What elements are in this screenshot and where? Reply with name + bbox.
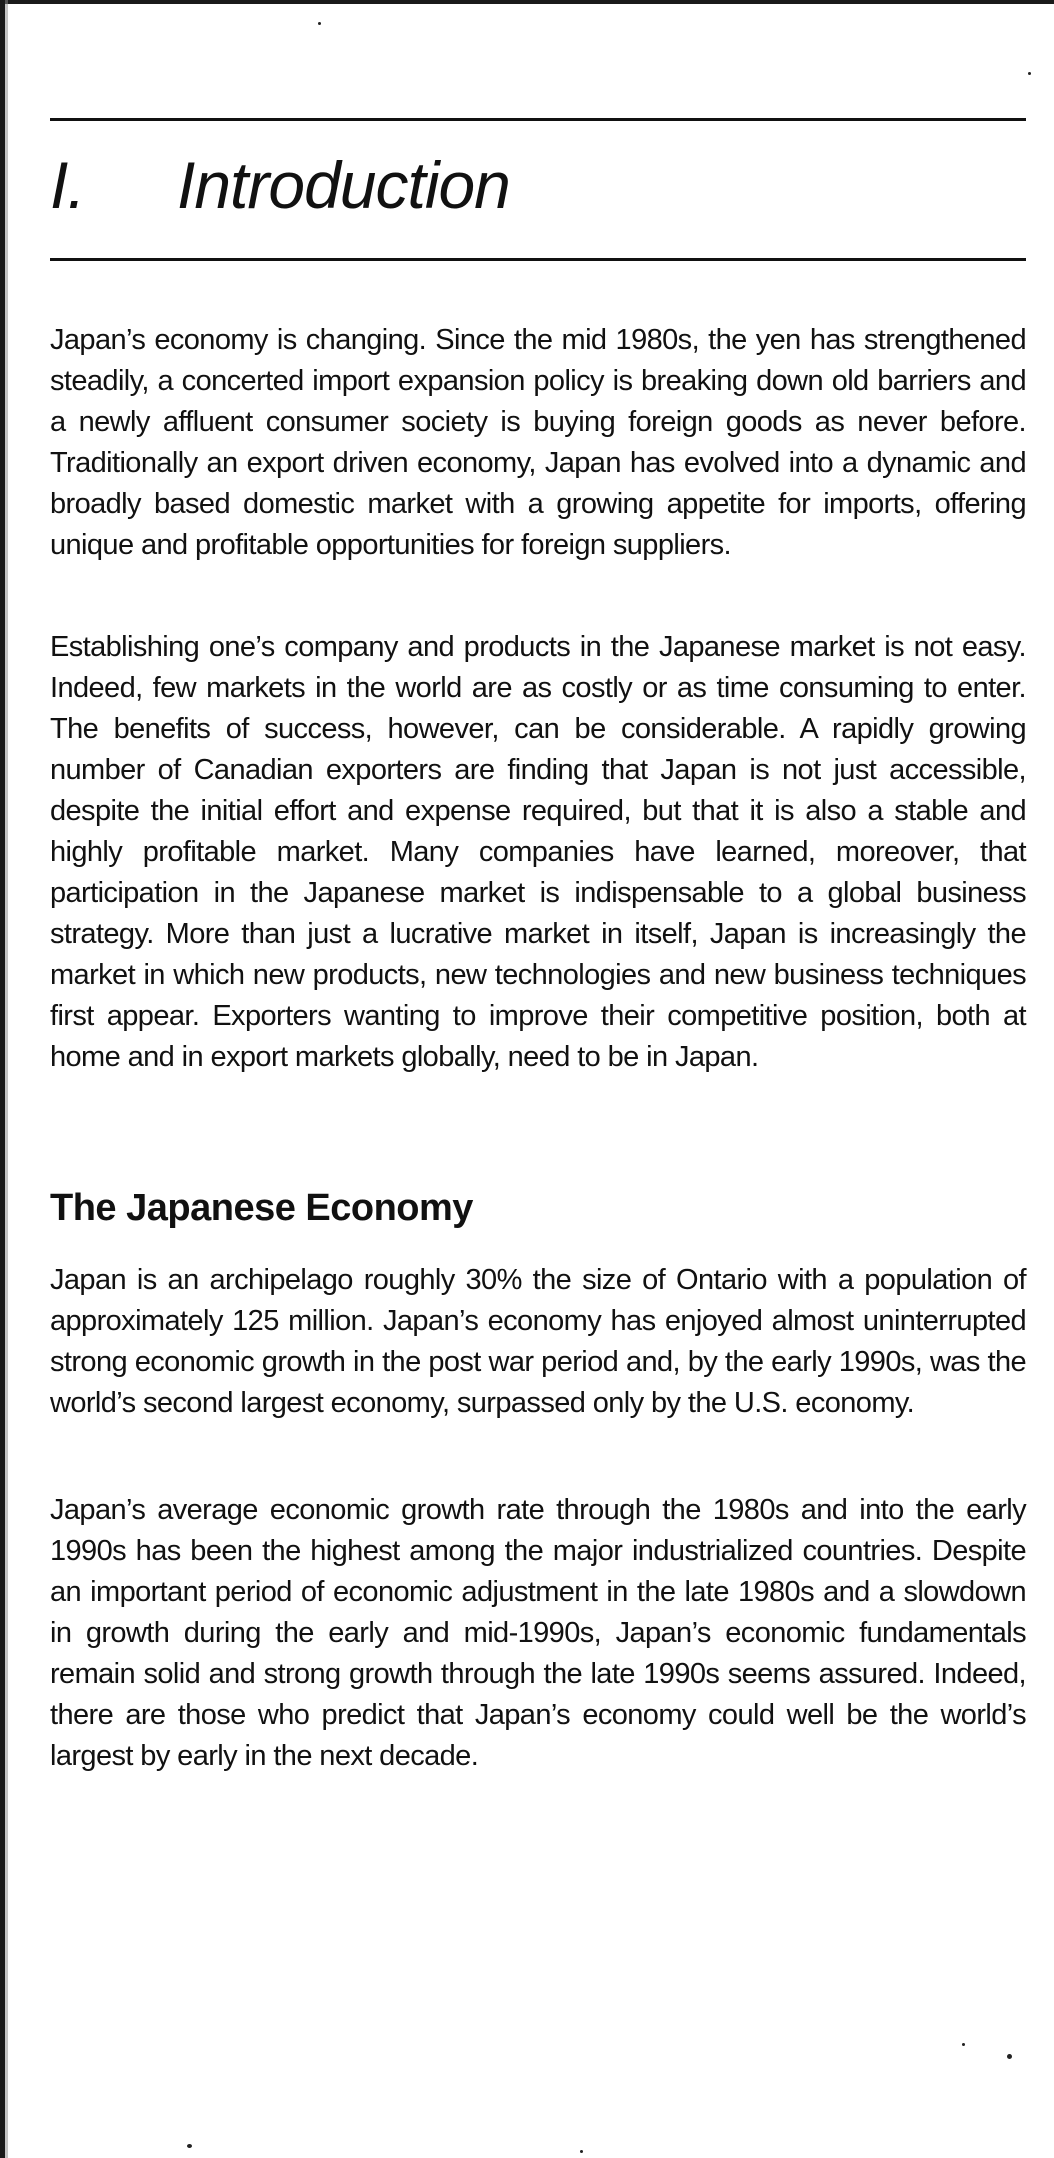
- scan-speck: [1028, 72, 1031, 75]
- section-heading: The Japanese Economy: [50, 1187, 473, 1229]
- title-rule-top: [50, 118, 1026, 121]
- paragraph-economy-changing: Japan’s economy is changing. Since the mid 1980s, the yen has strengthened steadily, a concerted import expansion policy is breaking down old barriers and a newly affluent consumer society is buying foreign goods as never before. Traditionally an export driven economy, Japan has evolved into a dynamic and broadly based domestic market with a growing appetite for imports, offering unique and profitable opportunities for foreign suppliers.: [50, 324, 1026, 561]
- scan-speck: [187, 2144, 192, 2148]
- chapter-number: I.: [50, 148, 85, 222]
- scan-edge-top: [0, 0, 1054, 4]
- paragraph-archipelago: Japan is an archipelago roughly 30% the size of Ontario with a population of approximately 125 million. Japan’s economy has enjoyed almost uninterrupted strong economic growth in the post war period and, by the early 1990s, was the world’s second largest economy, surpassed only by the U.S. economy.: [50, 1264, 1026, 1419]
- chapter-title: [50, 145, 510, 225]
- scan-speck: [580, 2150, 583, 2153]
- scan-edge-shadow: [5, 0, 8, 2158]
- title-rule-bottom: [50, 258, 1026, 261]
- scan-speck: [1007, 2054, 1012, 2059]
- scan-speck: [962, 2043, 965, 2046]
- paragraph-growth-rate: Japan’s average economic growth rate through the 1980s and into the early 1990s has been the highest among the major industrialized countries. Despite an important period of economic adjustment in the late 1980s and a slowdown in growth during the early and mid-1990s, Japan’s economic fundamentals remain solid and strong growth through the late 1990s seems assured. Indeed, there are those who predict that Japan’s economy could well be the world’s largest by early in the next decade.: [50, 1494, 1026, 1772]
- scan-speck: [318, 22, 321, 25]
- chapter-title-text: Introduction: [177, 148, 510, 222]
- paragraph-establishing-company: Establishing one’s company and products in the Japanese market is not easy. Indeed, few markets in the world are as costly or as time consuming to enter. The benefits of success, however, can be considerable. A rapidly growing number of Canadian exporters are finding that Japan is not just accessible, despite the initial effort and expense required, but that it is also a stable and highly profitable market. Many companies have learned, moreover, that participation in the Japanese market is indispensable to a global business strategy. More than just a lucrative market in itself, Japan is increasingly the market in which new products, new technologies and new business techniques first appear. Exporters wanting to improve their competitive position, both at home and in export markets globally, need to be in Japan.: [50, 631, 1026, 1073]
